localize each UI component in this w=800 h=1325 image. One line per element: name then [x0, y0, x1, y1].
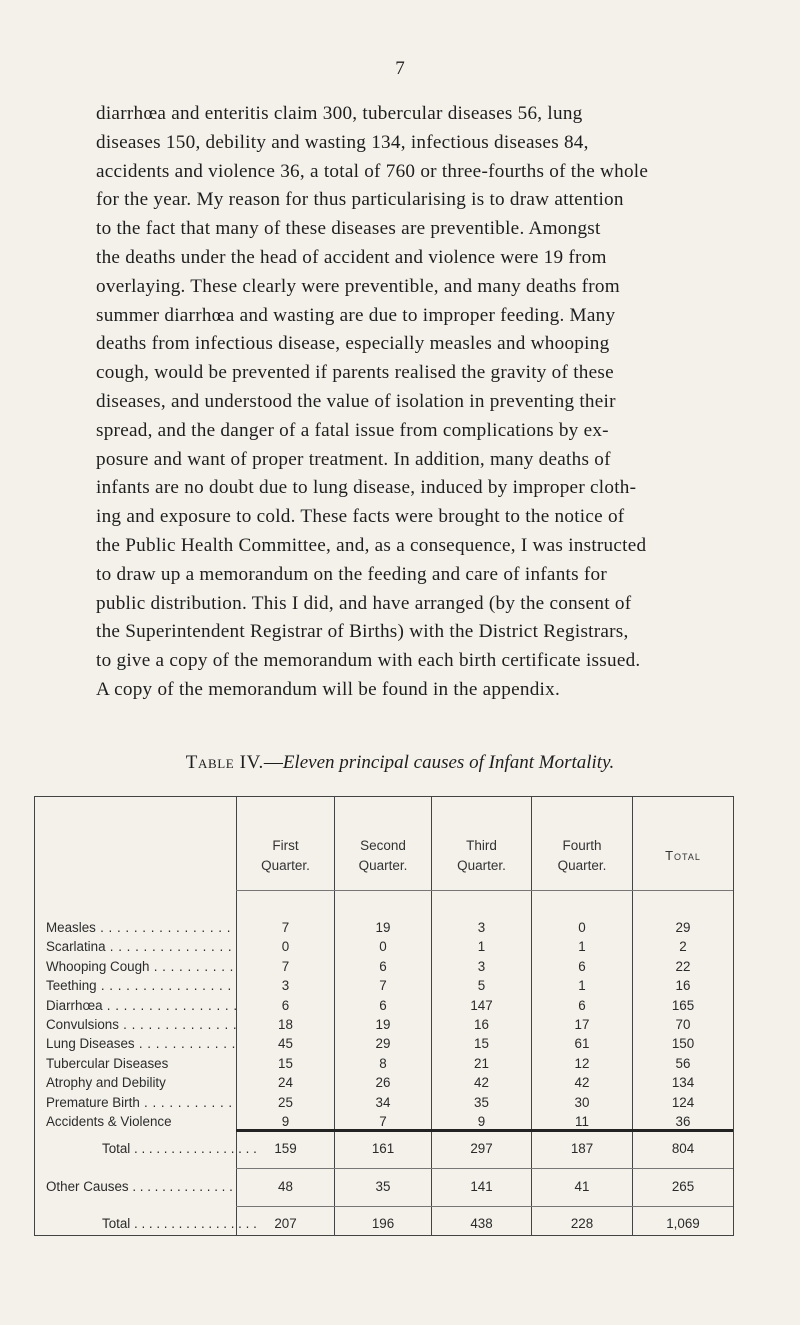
- header-total: Total: [665, 848, 701, 863]
- header-first-quarter: First Quarter.: [261, 838, 310, 873]
- row-cell-total: 134: [671, 1075, 695, 1090]
- grand-total-label: Total . . .: [102, 1216, 292, 1231]
- table-caption-dash: —: [263, 752, 283, 773]
- text-line: diarrhœa and enteritis claim 300, tubercular diseases 56, lung: [96, 103, 583, 124]
- row-cell-total: 56: [675, 1056, 691, 1071]
- text-line: posure and want of proper treatment. In addition, many deaths of: [96, 448, 611, 470]
- row-cell-q1: 6: [281, 998, 290, 1013]
- text-line: cough, would be prevented if parents realised the gravity of these: [96, 362, 614, 384]
- row-cell-q4: 42: [574, 1075, 590, 1090]
- row-cell-q2: 6: [379, 959, 387, 974]
- row-cell-q2: 8: [379, 1056, 387, 1071]
- row-cell-q3: 21: [474, 1056, 489, 1071]
- row-label: Scarlatina . . .: [46, 939, 236, 958]
- row-cell-total: 36: [675, 1114, 691, 1129]
- text-line: the Public Health Committee, and, as a consequence, I was instructed: [96, 534, 647, 556]
- text-line: deaths from infectious disease, especially measles and whooping: [96, 333, 610, 355]
- row-cell-q4: 12: [574, 1056, 590, 1071]
- row-cell-q2: 29: [375, 1036, 391, 1051]
- text-line: public distribution. This I did, and have arranged (by the consent of: [96, 592, 632, 614]
- row-cell-q3: 42: [474, 1075, 489, 1090]
- other-q1: 48: [278, 1179, 293, 1194]
- row-cell-q3: 16: [474, 1017, 489, 1032]
- row-cell-q1: 25: [278, 1095, 293, 1110]
- text-line: spread, and the danger of a fatal issue from complications by ex-: [96, 419, 609, 441]
- text-line: diseases 150, debility and wasting 134, infectious diseases 84,: [96, 131, 589, 153]
- grand-total-q4: 228: [570, 1216, 594, 1231]
- row-cell-q4: 17: [574, 1017, 590, 1032]
- table-right-rule: [733, 796, 734, 1236]
- row-cell-q3: 147: [470, 998, 493, 1013]
- row-cell-q1: 18: [278, 1017, 293, 1032]
- row-cell-q1: 15: [278, 1056, 293, 1071]
- row-cell-q3: 5: [477, 978, 486, 993]
- subtotal-q1: 159: [274, 1141, 297, 1156]
- grand-total-total: 1,069: [666, 1216, 700, 1231]
- grand-total-q2: 196: [371, 1216, 395, 1231]
- row-cell-total: 29: [675, 920, 691, 935]
- table-top-rule: [34, 796, 734, 797]
- text-line: summer diarrhœa and wasting are due to improper feeding. Many: [96, 304, 616, 326]
- row-label: Tubercular Diseases: [46, 1056, 169, 1071]
- row-cell-q4: 1: [578, 939, 586, 954]
- other-total: 265: [671, 1179, 695, 1194]
- other-causes-label: Other Causes . . .: [46, 1179, 236, 1194]
- table-left-rule: [34, 796, 35, 1236]
- row-cell-q4: 6: [578, 959, 586, 974]
- row-label: Premature Birth . . .: [46, 1095, 236, 1114]
- row-cell-q1: 7: [281, 959, 290, 974]
- text-line: to draw up a memorandum on the feeding and care of infants for: [96, 563, 608, 585]
- row-label: Lung Diseases . . .: [46, 1036, 236, 1055]
- text-line: to give a copy of the memorandum with each birth certificate issued.: [96, 650, 641, 672]
- other-q3: 141: [470, 1179, 493, 1194]
- row-cell-q2: 7: [379, 1114, 387, 1129]
- row-cell-q4: 6: [578, 998, 586, 1013]
- header-third-quarter: Third Quarter.: [457, 838, 506, 873]
- row-label: Diarrhœa . . .: [46, 998, 236, 1017]
- row-cell-q1: 24: [278, 1075, 293, 1090]
- table-caption-description: Eleven principal causes of Infant Mortality.: [282, 752, 615, 773]
- body-paragraph: [96, 100, 740, 705]
- row-cell-q2: 34: [375, 1095, 391, 1110]
- row-cell-q3: 1: [477, 939, 486, 954]
- text-line: for the year. My reason for thus particularising is to draw attention: [96, 189, 624, 211]
- row-cell-q4: 11: [575, 1114, 589, 1129]
- row-cell-total: 165: [671, 998, 695, 1013]
- row-cell-q4: 1: [578, 978, 586, 993]
- row-cell-q3: 3: [477, 959, 486, 974]
- table-bottom-rule: [34, 1235, 734, 1236]
- row-cell-total: 16: [675, 978, 691, 993]
- row-cell-total: 22: [675, 959, 691, 974]
- subtotal-q4: 187: [570, 1141, 594, 1156]
- header-second-quarter: Second Quarter.: [358, 838, 408, 873]
- text-line: ing and exposure to cold. These facts were brought to the notice of: [96, 506, 625, 528]
- row-cell-q3: 35: [474, 1095, 489, 1110]
- text-line: accidents and violence 36, a total of 760 or three-fourths of the whole: [96, 160, 649, 182]
- row-cell-q1: 3: [281, 978, 290, 993]
- header-rule: [236, 890, 733, 891]
- text-line: A copy of the memorandum will be found in the appendix.: [96, 678, 561, 700]
- subtotal-q3: 297: [470, 1141, 493, 1156]
- row-rule: [236, 1206, 733, 1207]
- text-line: infants are no doubt due to lung disease, induced by improper cloth-: [96, 477, 637, 499]
- row-label: Whooping Cough . . .: [46, 959, 236, 978]
- row-cell-q2: 0: [379, 939, 387, 954]
- row-cell-q2: 6: [379, 998, 387, 1013]
- text-line: the deaths under the head of accident and violence were 19 from: [96, 246, 607, 268]
- row-label: Accidents & Violence: [46, 1114, 172, 1129]
- row-cell-q4: 0: [578, 920, 586, 935]
- row-cell-q3: 3: [477, 920, 486, 935]
- page-number: 7: [395, 58, 405, 79]
- text-line: diseases, and understood the value of isolation in preventing their: [96, 390, 616, 412]
- row-rule: [236, 1168, 733, 1169]
- table-caption-label: Table IV.: [185, 752, 264, 773]
- text-line: overlaying. These clearly were preventible, and many deaths from: [96, 275, 620, 297]
- table-caption: [0, 752, 800, 774]
- row-cell-total: 124: [671, 1095, 695, 1110]
- row-cell-total: 70: [675, 1017, 691, 1032]
- header-fourth-quarter: Fourth Quarter.: [557, 838, 607, 873]
- text-line: to the fact that many of these diseases are preventible. Amongst: [96, 218, 601, 240]
- row-label: Teething . . .: [46, 978, 236, 997]
- row-label: Atrophy and Debility: [46, 1075, 166, 1090]
- row-cell-q4: 61: [574, 1036, 590, 1051]
- grand-total-q1: 207: [274, 1216, 297, 1231]
- other-q2: 35: [375, 1179, 391, 1194]
- row-cell-q2: 26: [375, 1075, 391, 1090]
- row-cell-q1: 7: [281, 920, 290, 935]
- text-line: the Superintendent Registrar of Births) with the District Registrars,: [96, 621, 629, 643]
- row-cell-q1: 9: [281, 1114, 290, 1129]
- grand-total-q3: 438: [470, 1216, 493, 1231]
- infant-mortality-table: [34, 796, 734, 1236]
- row-label: Convulsions . . .: [46, 1017, 236, 1036]
- subtotal-total: 804: [671, 1141, 695, 1156]
- row-cell-q1: 0: [281, 939, 290, 954]
- row-cell-q3: 9: [477, 1114, 486, 1129]
- subtotal-q2: 161: [371, 1141, 395, 1156]
- row-cell-total: 150: [671, 1036, 695, 1051]
- row-cell-q4: 30: [574, 1095, 590, 1110]
- row-label: Measles . . .: [46, 920, 236, 939]
- other-q4: 41: [574, 1179, 590, 1194]
- row-cell-total: 2: [679, 939, 687, 954]
- row-cell-q3: 15: [474, 1036, 489, 1051]
- row-cell-q2: 19: [375, 1017, 391, 1032]
- subtotal-label: Total . . .: [102, 1141, 292, 1156]
- row-cell-q1: 45: [278, 1036, 293, 1051]
- row-cell-q2: 19: [375, 920, 391, 935]
- row-cell-q2: 7: [379, 978, 387, 993]
